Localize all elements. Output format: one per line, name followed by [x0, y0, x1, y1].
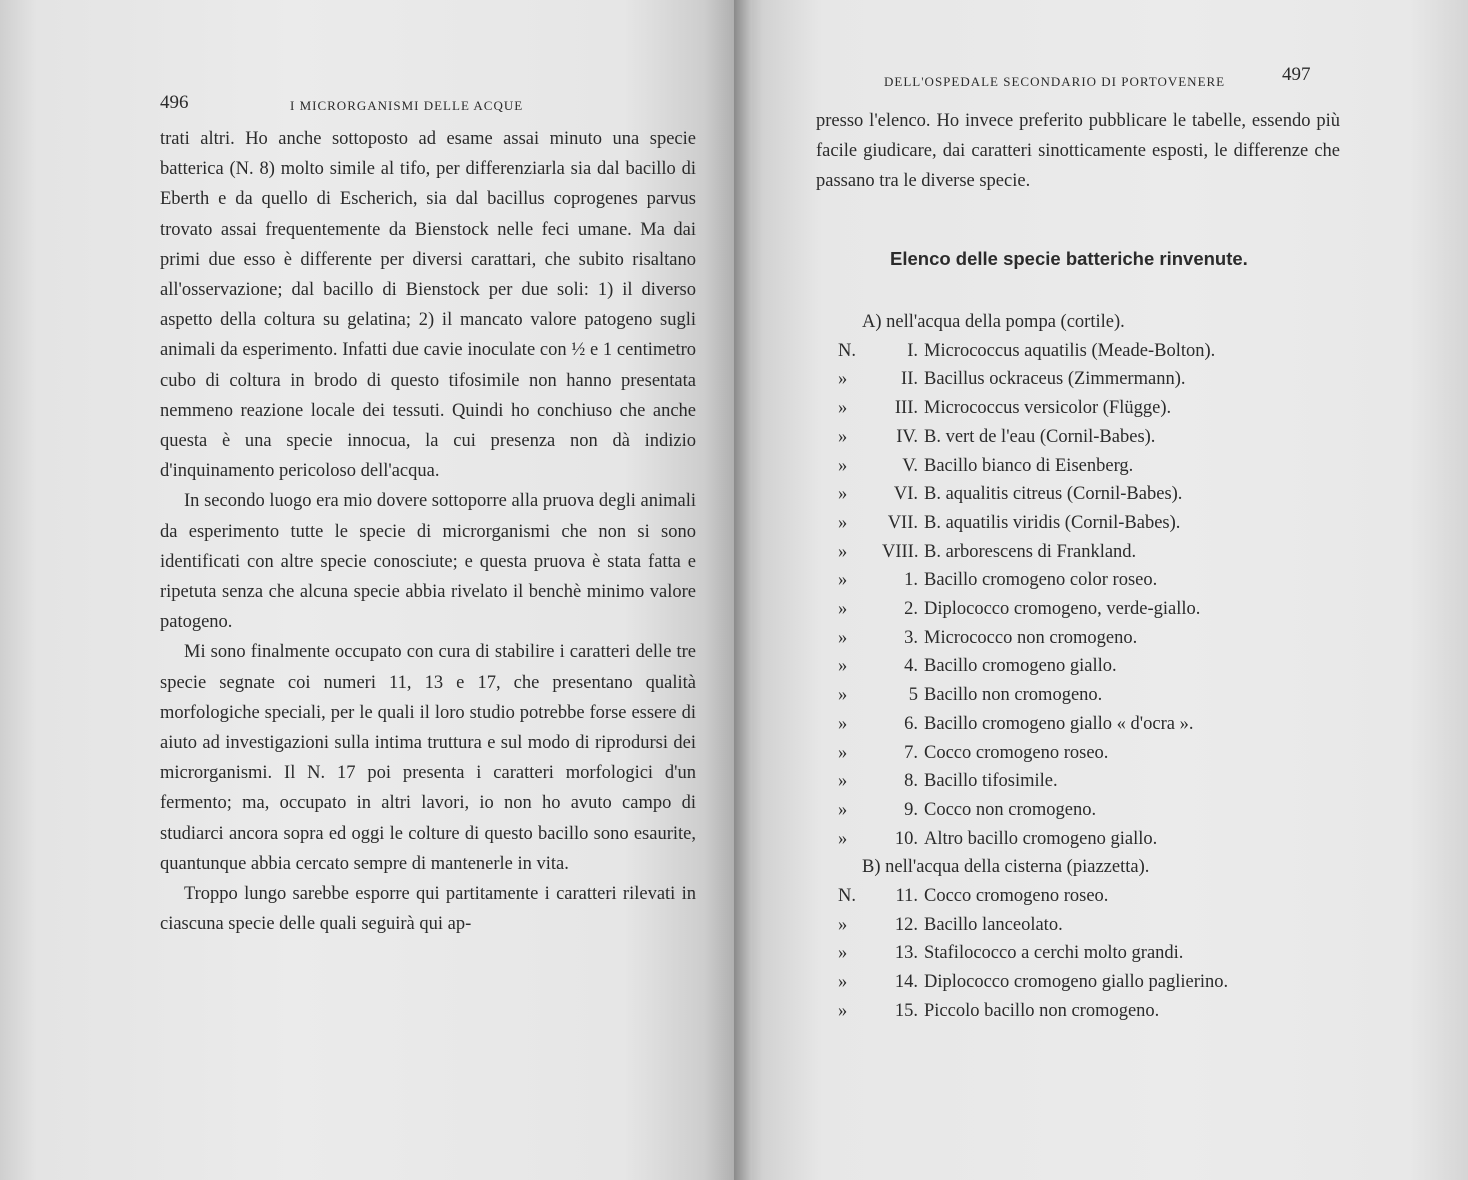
running-head: I MICRORGANISMI DELLE ACQUE — [290, 98, 524, 113]
list-item-number: 11. — [895, 886, 918, 907]
list-item-prefix: N. — [838, 886, 856, 907]
list-item — [838, 509, 1398, 538]
list-item-number: I. — [907, 340, 918, 361]
list-item — [838, 997, 1398, 1026]
list-item-prefix: » — [838, 742, 848, 763]
list-item-text: B. aquatilis viridis (Cornil-Babes). — [924, 512, 1181, 533]
list-item-number: 6. — [904, 713, 918, 734]
list-item-prefix: » — [838, 426, 848, 447]
list-item — [838, 624, 1398, 653]
list-item-text: Bacillo cromogeno giallo. — [924, 656, 1117, 677]
list-item-prefix: » — [838, 599, 848, 620]
list-item — [838, 480, 1398, 509]
list-item-text: Bacillo cromogeno giallo « d'ocra ». — [924, 713, 1194, 734]
list-item-number: 7. — [904, 742, 918, 763]
list-item-text: Diplococco cromogeno giallo paglierino. — [924, 972, 1229, 993]
page-number: 496 — [160, 92, 189, 113]
list-item-text: Cocco cromogeno roseo. — [924, 886, 1109, 907]
list-item-text: Altro bacillo cromogeno giallo. — [924, 828, 1158, 849]
list-item-prefix: » — [838, 972, 848, 993]
list-item — [838, 394, 1398, 423]
list-item — [838, 710, 1398, 739]
gutter-shadow — [734, 0, 752, 1180]
list-item-number: III. — [894, 398, 918, 419]
list-item-text: Bacillus ockraceus (Zimmermann). — [924, 369, 1186, 390]
list-item — [838, 566, 1398, 595]
list-item-prefix: » — [838, 713, 848, 734]
list-item-prefix: » — [838, 627, 848, 648]
list-item-text: Piccolo bacillo non cromogeno. — [924, 1000, 1160, 1021]
list-item-prefix: » — [838, 455, 848, 476]
right-page — [734, 0, 1468, 1180]
list-item-number: 3. — [904, 627, 918, 648]
list-item-text: Bacillo cromogeno color roseo. — [924, 570, 1158, 591]
list-item-number: 5 — [908, 685, 918, 706]
list-item — [838, 337, 1398, 366]
list-item-prefix: » — [838, 799, 848, 820]
list-item — [838, 452, 1398, 481]
list-item-number: 10. — [894, 828, 918, 849]
intro-text — [816, 106, 1340, 197]
list-item — [838, 968, 1398, 997]
paragraph: Troppo lungo sarebbe esporre qui partitamente i caratteri rilevati in ciascuna specie delle quali seguirà qui ap- — [160, 884, 696, 935]
list-item-number: VI. — [893, 484, 918, 505]
list-item — [838, 423, 1398, 452]
species-list — [838, 308, 1398, 1026]
paragraph: In secondo luogo era mio dovere sottoporre alla pruova degli animali da esperimento tutte le specie di microrganismi che non si sono identificati con altre specie conosciute; e questa pruova è stata fatta e ripetuta senza che alcuna specie abbia rivelato il benchè minimo valore patogeno. — [160, 491, 696, 633]
list-item-text: Micrococcus versicolor (Flügge). — [924, 398, 1172, 419]
list-item-prefix: » — [838, 771, 848, 792]
list-item — [838, 538, 1398, 567]
list-item-text: Bacillo lanceolato. — [924, 914, 1063, 935]
list-item-prefix: » — [838, 570, 848, 591]
running-head: DELL'OSPEDALE SECONDARIO DI PORTOVENERE — [884, 74, 1226, 89]
list-item — [838, 825, 1398, 854]
paragraph: presso l'elenco. Ho invece preferito pubblicare le tabelle, essendo più facile giudicare, dai caratteri sinotticamente esposti, le differenze che passano tra le diverse specie. — [816, 111, 1340, 192]
list-item-number: 2. — [904, 599, 918, 620]
list-item-text: Bacillo non cromogeno. — [924, 685, 1103, 706]
list-item-prefix: » — [838, 484, 848, 505]
list-section-heading — [838, 853, 1398, 882]
list-item-text: Stafilococco a cerchi molto grandi. — [924, 943, 1184, 964]
page-number: 497 — [1282, 64, 1311, 85]
list-item-number: II. — [901, 369, 918, 390]
list-item — [838, 911, 1398, 940]
list-item-prefix: » — [838, 943, 848, 964]
list-item-prefix: » — [838, 1000, 848, 1021]
list-item-prefix: » — [838, 656, 848, 677]
list-item-number: 13. — [894, 943, 918, 964]
list-item-text: B. vert de l'eau (Cornil-Babes). — [924, 426, 1156, 447]
list-item — [838, 652, 1398, 681]
list-item-number: 8. — [904, 771, 918, 792]
list-item-number: 9. — [904, 799, 918, 820]
list-item-prefix: » — [838, 828, 848, 849]
list-item-prefix: » — [838, 914, 848, 935]
list-item-number: 4. — [904, 656, 918, 677]
list-item-text: Diplococco cromogeno, verde-giallo. — [924, 599, 1201, 620]
list-item-prefix: » — [838, 541, 848, 562]
list-item — [838, 739, 1398, 768]
list-item — [838, 796, 1398, 825]
paragraph: trati altri. Ho anche sottoposto ad esame assai minuto una specie batterica (N. 8) molto simile al tifo, per differenziarla sia dal bacillo di Eberth e da quello di Escherich, sia dal bacillus coprogenes parvus trovato assai frequentemente da Bienstock nelle feci umane. Ma dai primi due esso è differente per diversi carattari, che subito risaltano all'osservazione; dal bacillo di Bienstock per due soli: 1) il diverso aspetto della coltura su gelatina; 2) il mancato valore patogeno sugli animali da esperimento. Infatti due cavie inoculate con ½ e 1 centimetro cubo di coltura in brodo di questo tifosimile non hanno presentata nemmeno reazione locale dei tessuti. Quindi ho conchiuso che anche questa è una specie innocua, la cui presenza non dà indizio d'inquinamento pericoloso dell'acqua. — [160, 129, 696, 482]
list-item-number: V. — [902, 455, 918, 476]
list-item-text: B) nell'acqua della cisterna (piazzetta). — [862, 857, 1150, 878]
list-item-number: IV. — [896, 426, 918, 447]
list-item-text: A) nell'acqua della pompa (cortile). — [862, 312, 1125, 332]
list-item-text: Micrococco non cromogeno. — [924, 627, 1138, 648]
list-item — [838, 595, 1398, 624]
list-item — [838, 681, 1398, 710]
list-title: Elenco delle specie batteriche rinvenute. — [890, 248, 1248, 269]
list-item-number: 15. — [894, 1000, 918, 1021]
list-item-prefix: » — [838, 369, 848, 390]
paragraph: Mi sono finalmente occupato con cura di stabilire i caratteri delle tre specie segnate coi numeri 11, 13 e 17, che presentano qualità morfologiche speciali, per le quali il loro studio potrebbe forse essere di aiuto ad investigazioni sulla intima truttura e sul modo di riprodursi dei microrganismi. Il N. 17 poi presenta i caratteri morfologici d'un fermento; ma, occupato in altri lavori, io non ho avuto campo di studiarci ancora sopra ed oggi le colture di questo bacillo sono esaurite, quantunque abbia cercato sempre di mantenerle in vita. — [160, 642, 696, 874]
list-item-text: Bacillo bianco di Eisenberg. — [924, 455, 1134, 476]
list-item-number: VIII. — [882, 541, 919, 562]
list-section-heading — [838, 308, 1398, 337]
list-item-prefix: » — [838, 398, 848, 419]
list-item — [838, 767, 1398, 796]
list-item-number: 14. — [894, 972, 918, 993]
list-item-text: B. arborescens di Frankland. — [924, 541, 1137, 562]
list-item — [838, 365, 1398, 394]
list-item-prefix: » — [838, 685, 848, 706]
body-text — [160, 124, 696, 939]
list-item-prefix: » — [838, 512, 848, 533]
list-item-text: Bacillo tifosimile. — [924, 771, 1058, 792]
list-item-text: B. aqualitis citreus (Cornil-Babes). — [924, 484, 1183, 505]
list-item-prefix: N. — [838, 340, 856, 361]
list-item-text: Cocco non cromogeno. — [924, 799, 1097, 820]
list-item-number: 12. — [894, 914, 918, 935]
list-item — [838, 882, 1398, 911]
list-item — [838, 939, 1398, 968]
list-item-text: Cocco cromogeno roseo. — [924, 742, 1109, 763]
list-item-number: 1. — [904, 570, 918, 591]
list-item-text: Micrococcus aquatilis (Meade-Bolton). — [924, 340, 1216, 361]
list-item-number: VII. — [887, 512, 918, 533]
